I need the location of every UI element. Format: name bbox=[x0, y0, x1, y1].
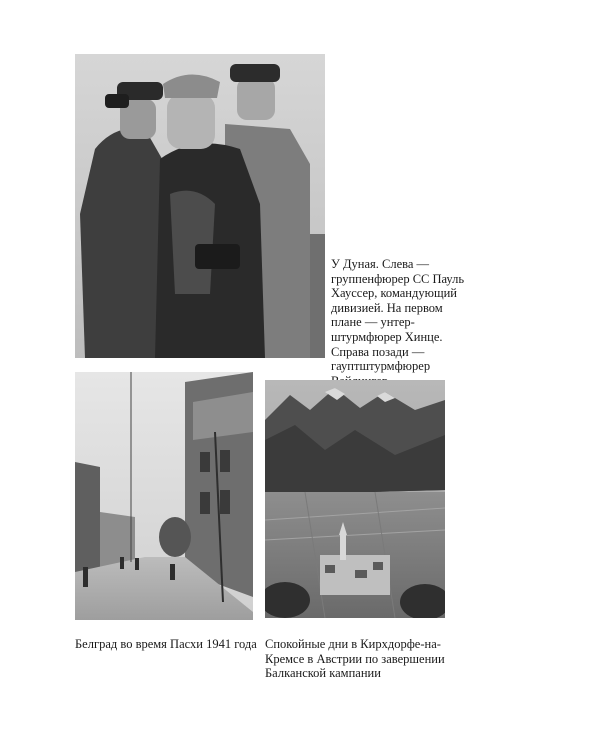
officers-photo-image bbox=[75, 54, 325, 358]
photo-belgrade-street bbox=[75, 372, 253, 620]
kirchdorf-photo-image bbox=[265, 380, 445, 618]
caption-top: У Дуная. Слева — группенфюрер СС Пауль Хауссер, командующий дивизией. На первом плане — унтер- штурмфюрер Хинце. Справа позади — гауптштурмфюрер bbox=[331, 257, 465, 374]
photo-kirchdorf-valley bbox=[265, 380, 445, 618]
caption-bottom-left: Белград во время Пасхи 1941 года bbox=[75, 637, 257, 651]
caption-bottom-right: Спокойные дни в Кирхдорфе-на- Кремсе в Австрии по завершении Балканской кампании bbox=[265, 637, 445, 681]
photo-officers-danube bbox=[75, 54, 325, 358]
belgrade-photo-image bbox=[75, 372, 253, 620]
